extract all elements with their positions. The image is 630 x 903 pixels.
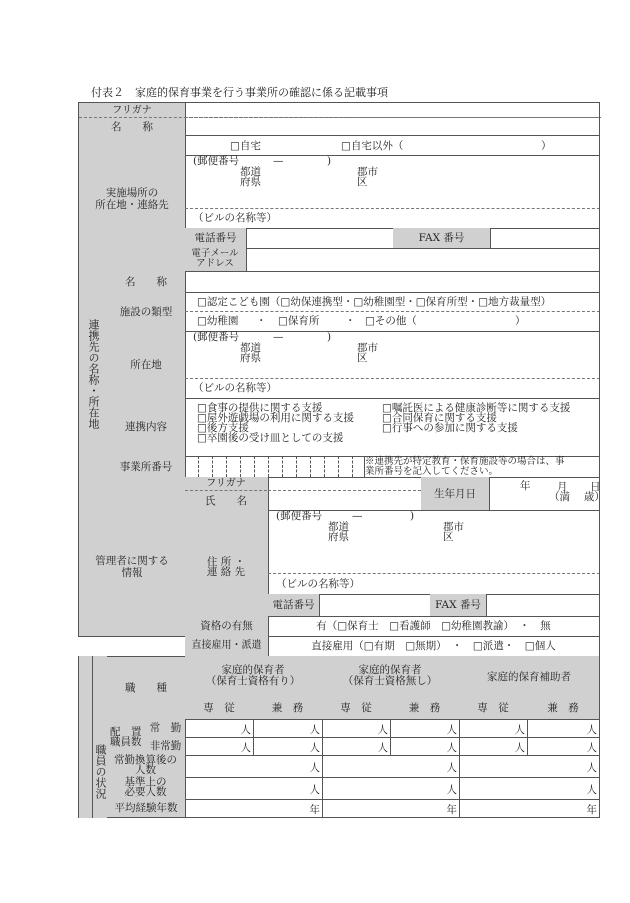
email-label-cell	[185, 248, 247, 272]
digit-divider	[254, 456, 255, 477]
fulltime-input-2[interactable]	[253, 719, 323, 738]
col-header-unqualified-2: （保育士資格無し）	[342, 675, 438, 687]
email-input[interactable]	[246, 248, 600, 272]
pref-label-2: 府県	[328, 531, 349, 543]
fulltime-input-5[interactable]	[459, 719, 528, 738]
page-title: 付表２ 家庭的保育事業を行う事業所の確認に係る記載事項	[91, 86, 388, 99]
partner-building-cell[interactable]	[185, 378, 600, 399]
unit-label: 人	[586, 724, 597, 736]
required-input-1[interactable]	[185, 777, 323, 800]
manager-address-label-2: 連 絡 先	[206, 566, 246, 578]
unit-label: 人	[377, 724, 388, 736]
facility-type-row2[interactable]	[185, 311, 600, 332]
email-label-1: 電子メール	[191, 248, 239, 259]
unit-label: 人	[586, 742, 597, 754]
furigana-input[interactable]	[185, 103, 599, 118]
manager-address-label-1: 住 所 ・	[206, 556, 246, 568]
unit-label: 人	[240, 724, 251, 736]
pref-label-1: 都道	[328, 521, 349, 533]
parttime-input-5[interactable]	[459, 737, 528, 756]
office-number-input[interactable]	[185, 456, 365, 478]
digit-divider	[240, 456, 241, 477]
pref-label-2: 府県	[240, 176, 261, 188]
location-label-1: 実施場所の	[105, 187, 159, 199]
postal-close: )	[327, 331, 332, 343]
digit-divider	[282, 456, 283, 477]
unit-label: 人	[446, 742, 457, 754]
parttime-label: 非常勤	[149, 740, 182, 752]
other-facility-checkbox[interactable]: □その他（	[365, 315, 417, 327]
col-header-qualified	[185, 656, 323, 698]
fte-input-2[interactable]	[322, 755, 460, 778]
fte-label-1: 常勤換算後の	[114, 754, 177, 766]
unit-label: 年	[586, 804, 597, 816]
parttime-input-6[interactable]	[527, 737, 600, 756]
location-postal-cell[interactable]	[185, 155, 600, 209]
experience-input-2[interactable]	[322, 799, 460, 818]
postal-dash: —	[273, 331, 284, 343]
qualification-label-cell	[185, 616, 269, 637]
parttime-input-4[interactable]	[390, 737, 460, 756]
assigned-label-1: 配 置	[110, 726, 142, 738]
kindergarten-checkbox[interactable]: □幼稚園	[197, 315, 239, 327]
digit-divider	[296, 456, 297, 477]
digit-divider	[268, 456, 269, 477]
office-number-note-2: 業所番号を記入してください。	[365, 466, 499, 477]
parttime-input-1[interactable]	[185, 737, 254, 756]
sub-header-part-2	[390, 697, 460, 720]
pref-label-1: 都道	[240, 342, 261, 354]
postal-close: )	[410, 510, 415, 522]
office-number-note-cell	[364, 456, 600, 478]
partner-content-label-cell	[107, 398, 186, 457]
partner-name-input[interactable]	[185, 271, 600, 293]
fulltime-label-cell	[146, 719, 186, 738]
manager-phone-label: 電話番号	[272, 599, 315, 611]
location-label-cell	[78, 135, 186, 272]
sub-full-label: 専 従	[203, 702, 235, 714]
sub-header-part-3	[527, 697, 600, 720]
qualification-value[interactable]: 有（□保育士 □看護師 □幼稚園教諭） ・ 無	[316, 620, 551, 632]
office-number-label-cell	[107, 456, 186, 478]
postal-dash: —	[352, 510, 363, 522]
unit-label: 人	[446, 762, 457, 774]
manager-fax-input[interactable]	[486, 594, 600, 617]
experience-input-1[interactable]	[185, 799, 323, 818]
fax-label: FAX 番号	[418, 232, 465, 244]
col-header-qualified-2: （保育士資格有り）	[205, 675, 301, 687]
facility-type-options-1[interactable]: □認定こども園（□幼保連携型・□幼稚園型・□保育所型・□地方裁量型）	[197, 296, 552, 308]
sub-part-label: 兼 務	[271, 702, 304, 714]
birthdate-input[interactable]	[489, 477, 605, 511]
employment-options[interactable]	[268, 636, 600, 657]
name-label: 名 称	[111, 121, 153, 133]
partner-address-label: 所在地	[130, 358, 162, 371]
digit-divider	[338, 456, 339, 477]
digit-divider	[352, 456, 353, 477]
unit-label: 人	[586, 784, 597, 796]
partner-content-label: 連携内容	[125, 421, 167, 433]
other-checkbox[interactable]: □自宅以外（	[341, 140, 404, 152]
building-label: （ビルの名称等）	[193, 212, 277, 224]
fax-label-cell	[393, 228, 491, 249]
required-input-3[interactable]	[459, 777, 600, 800]
fulltime-input-6[interactable]	[527, 719, 600, 738]
manager-building-cell[interactable]	[268, 573, 600, 595]
digit-divider	[226, 456, 227, 477]
fte-input-3[interactable]	[459, 755, 600, 778]
staff-vertical-label-cell	[92, 656, 108, 818]
required-label-2: 必要人数	[124, 786, 167, 798]
manager-address-label-cell	[185, 510, 269, 617]
partner-vertical-label-cell	[78, 271, 108, 478]
digit-divider	[212, 456, 213, 477]
col-header-assistant-label: 家庭的保育補助者	[487, 670, 571, 683]
sub-header-full-1	[185, 697, 254, 720]
building-label: （ビルの名称等）	[193, 382, 277, 394]
facility-type-row1[interactable]	[185, 292, 600, 312]
sub-full-label: 専 従	[340, 702, 372, 714]
age-label: （満 歳）	[549, 491, 605, 503]
partner-vertical-label: 連携先の名称・所在地	[87, 319, 100, 429]
day-label: 日	[590, 481, 601, 493]
unit-label: 人	[446, 724, 457, 736]
city-label-1: 郡市	[443, 521, 464, 533]
sub-part-label: 兼 務	[547, 702, 579, 714]
unit-label: 人	[309, 724, 320, 736]
employment-value[interactable]: 直接雇用（□有期 □無期） ・ □派遣・ □個人	[311, 640, 556, 652]
phone-input[interactable]	[246, 228, 394, 249]
staff-vertical-label: 職員の状況	[94, 744, 107, 799]
col-header-qualified-1: 家庭的保育者	[221, 664, 285, 676]
unit-label: 人	[309, 742, 320, 754]
sub-part-label: 兼 務	[408, 702, 441, 714]
home-row	[185, 135, 600, 156]
postal-label: (郵便番号	[276, 510, 323, 522]
pref-label-1: 都道	[240, 166, 261, 178]
assigned-label-2: 職員数	[110, 736, 142, 748]
qualification-options[interactable]	[268, 616, 600, 637]
phone-label: 電話番号	[194, 232, 237, 244]
city-label-2: 区	[443, 531, 454, 543]
unit-label: 年	[309, 804, 320, 816]
staff-outer-left-cell	[78, 656, 93, 818]
separator: ・	[345, 315, 356, 327]
col-header-unqualified	[322, 656, 460, 698]
postal-close: )	[327, 155, 332, 167]
experience-input-3[interactable]	[459, 799, 600, 818]
manager-fax-label: FAX 番号	[435, 599, 481, 611]
employment-label: 直接雇用・派遣	[191, 640, 262, 651]
digit-divider	[198, 456, 199, 477]
year-label: 年	[520, 480, 531, 492]
content-item-meal[interactable]: □食事の提供に関する支援	[197, 402, 323, 414]
fax-input[interactable]	[490, 228, 600, 249]
fte-label-cell	[107, 755, 186, 778]
partner-name-label-cell	[107, 271, 186, 293]
postal-label: (郵便番号	[193, 331, 240, 343]
unit-label: 人	[240, 742, 251, 754]
sub-header-full-2	[322, 697, 391, 720]
digit-divider	[324, 456, 325, 477]
furigana-label: フリガナ	[112, 105, 152, 116]
unit-label: 年	[446, 804, 457, 816]
manager-phone-input[interactable]	[319, 594, 431, 617]
unit-label: 人	[514, 724, 525, 736]
parttime-input-3[interactable]	[322, 737, 391, 756]
pref-label-2: 府県	[240, 352, 261, 364]
fulltime-input-1[interactable]	[185, 719, 254, 738]
fulltime-label: 常 勤	[149, 722, 182, 734]
separator: ・	[256, 315, 267, 327]
postal-dash: —	[273, 155, 284, 167]
partner-postal-cell[interactable]	[185, 331, 600, 379]
location-building-cell[interactable]	[185, 208, 600, 229]
parttime-input-2[interactable]	[253, 737, 323, 756]
content-item-playground[interactable]: □屋外遊戯場の利用に関する支援	[197, 412, 354, 424]
experience-label-cell	[107, 799, 186, 818]
fulltime-input-3[interactable]	[322, 719, 391, 738]
office-number-note-1: ※連携先が特定教育・保育施設等の場合は、事	[365, 456, 565, 467]
birthdate-label-cell	[421, 477, 490, 511]
home-checkbox[interactable]: □自宅	[230, 140, 261, 152]
assigned-staff-label-cell	[107, 719, 147, 756]
sub-header-full-3	[459, 697, 528, 720]
content-item-events[interactable]: □行事への参加に関する支援	[382, 422, 518, 434]
postal-label: (郵便番号	[193, 155, 240, 167]
other-close: ）	[515, 315, 526, 327]
manager-phone-label-cell	[268, 594, 320, 617]
city-label-2: 区	[357, 352, 368, 364]
manager-postal-cell[interactable]	[268, 510, 600, 574]
manager-fax-label-cell	[430, 594, 487, 617]
fte-label-2: 人数	[135, 764, 156, 776]
facility-type-label: 施設の類型	[119, 305, 173, 318]
unit-label: 人	[514, 742, 525, 754]
manager-name-label-cell	[185, 477, 269, 511]
fte-input-1[interactable]	[185, 755, 323, 778]
sub-header-part-1	[253, 697, 323, 720]
partner-name-label: 名 称	[125, 275, 167, 288]
birthdate-label: 生年月日	[434, 487, 476, 500]
content-item-graduation[interactable]: □卒園後の受け皿としての支援	[197, 432, 344, 444]
sub-full-label: 専 従	[477, 702, 509, 714]
manager-name-label: 氏 名	[205, 495, 247, 507]
email-label-2: アドレス	[196, 258, 234, 269]
col-header-unqualified-1: 家庭的保育者	[358, 664, 422, 676]
manager-label-1: 管理者に関する	[95, 555, 169, 567]
content-item-joint-care[interactable]: □合同保育に関する支援	[382, 412, 497, 424]
unit-label: 人	[446, 784, 457, 796]
required-input-2[interactable]	[322, 777, 460, 800]
name-input-cell[interactable]	[185, 102, 600, 136]
fulltime-input-4[interactable]	[390, 719, 460, 738]
content-item-doctor[interactable]: □嘱託医による健康診断等に関する支援	[382, 402, 571, 414]
unit-label: 人	[309, 762, 320, 774]
required-label-cell	[107, 777, 186, 800]
city-label-1: 郡市	[357, 166, 378, 178]
unit-label: 人	[586, 762, 597, 774]
qualification-label: 資格の有無	[200, 620, 253, 632]
manager-label-2: 情報	[121, 567, 143, 579]
partner-address-label-cell	[107, 331, 186, 399]
content-item-backup[interactable]: □後方支援	[197, 422, 249, 434]
location-label-2: 所在地・連絡先	[95, 199, 169, 211]
digit-divider	[310, 456, 311, 477]
phone-label-cell	[185, 228, 247, 249]
city-label-2: 区	[357, 176, 368, 188]
facility-type-label-cell	[107, 292, 186, 332]
partner-content-cell	[185, 398, 600, 457]
required-label-1: 基準上の	[124, 776, 167, 788]
office-number-label: 事業所番号	[119, 460, 173, 473]
job-type-label: 職 種	[125, 682, 167, 694]
nursery-checkbox[interactable]: □保育所	[278, 315, 320, 327]
manager-furigana-label: フリガナ	[206, 478, 246, 489]
manager-name-input[interactable]	[268, 477, 422, 511]
manager-label-cell	[78, 477, 186, 637]
building-label: （ビルの名称等）	[276, 578, 360, 590]
other-close: ）	[541, 140, 552, 152]
name-label-cell	[78, 102, 186, 136]
experience-label: 平均経験年数	[114, 802, 178, 814]
col-header-assistant	[459, 656, 600, 698]
job-type-label-cell	[107, 656, 186, 720]
manager-furigana-input[interactable]	[268, 477, 421, 491]
month-label: 月	[557, 481, 568, 493]
unit-label: 人	[377, 742, 388, 754]
employment-label-cell	[185, 636, 269, 657]
unit-label: 人	[309, 784, 320, 796]
city-label-1: 郡市	[357, 342, 378, 354]
